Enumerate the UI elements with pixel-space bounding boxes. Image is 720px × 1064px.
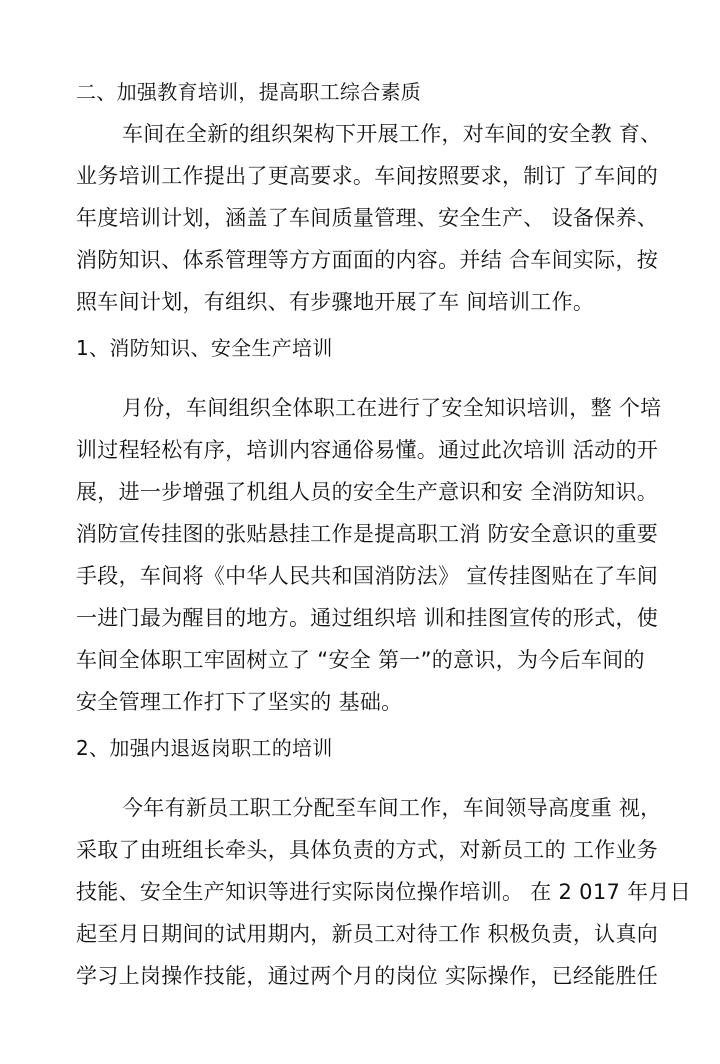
paragraph-line: 今年有新员工职工分配至车间工作，车间领导高度重 视，	[122, 796, 662, 820]
paragraph-line: 训过程轻松有序，培训内容通俗易懂。通过此次培训 活动的开	[76, 438, 659, 462]
paragraph-line: 照车间计划，有组织、有步骤地开展了车 间培训工作。	[76, 290, 595, 314]
paragraph-line: 一进门最为醒目的地方。通过组织培 训和挂图宣传的形式，使	[76, 606, 659, 630]
paragraph-line: 手段，车间将《中华人民共和国消防法》 宣传挂图贴在了车间	[76, 564, 659, 588]
paragraph-line: 学习上岗操作技能，通过两个月的岗位 实际操作，已经能胜任	[76, 964, 659, 988]
paragraph-line: 展，进一步增强了机组人员的安全生产意识和安 全消防知识。	[76, 480, 659, 504]
paragraph-line: 安全管理工作打下了坚实的 基础。	[76, 690, 403, 714]
subsection-title: 2、加强内退返岗职工的培训	[76, 736, 333, 760]
paragraph-line: 年度培训计划，涵盖了车间质量管理、安全生产、 设备保养、	[76, 206, 659, 230]
paragraph-line: 车间全体职工牢固树立了 “安全 第一”的意识，为今后车间的	[76, 648, 645, 672]
paragraph-line: 消防宣传挂图的张贴悬挂工作是提高职工消 防安全意识的重要	[76, 522, 659, 546]
paragraph-line: 车间在全新的组织架构下开展工作，对车间的安全教 育、	[122, 122, 662, 146]
paragraph-line: 业务培训工作提出了更高要求。车间按照要求，制订 了车间的	[76, 164, 659, 188]
subsection-title: 1、消防知识、安全生产培训	[76, 336, 333, 360]
section-title: 二、加强教育培训，提高职工综合素质	[76, 80, 422, 104]
paragraph-line: 月份，车间组织全体职工在进行了安全知识培训，整 个培	[122, 396, 662, 420]
paragraph-line: 采取了由班组长牵头，具体负责的方式，对新员工的 工作业务	[76, 838, 659, 862]
paragraph-line: 消防知识、体系管理等方方面面的内容。并结 合车间实际，按	[76, 248, 659, 272]
paragraph-line: 技能、安全生产知识等进行实际岗位操作培训。 在 2 017 年月日	[76, 880, 692, 904]
paragraph-line: 起至月日期间的试用期内，新员工对待工作 积极负责，认真向	[76, 922, 659, 946]
